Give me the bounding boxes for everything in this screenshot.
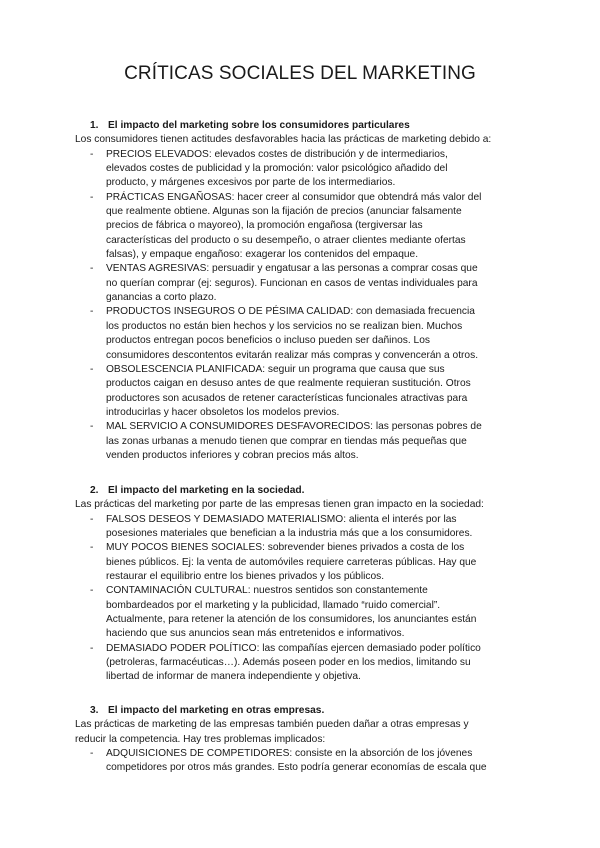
section-heading (75, 119, 530, 133)
section-intro: reducir la competencia. Hay tres problemas implicados: (75, 733, 326, 745)
item-line: introducirlas y hacer obsoletos los modelos previos. (106, 406, 340, 418)
section-title: El impacto del marketing en la sociedad. (108, 485, 305, 496)
bullet-list (75, 747, 530, 776)
section-title: El impacto del marketing sobre los consumidores particulares (108, 120, 410, 131)
item-line: PRÁCTICAS ENGAÑOSAS: hacer creer al consumidor que obtendrá más valor del (106, 191, 482, 203)
item-line: características del producto o su desempeño, o atraer clientes mediante ofertas (106, 234, 466, 246)
dash-bullet: - (90, 306, 94, 318)
dash-bullet: - (90, 748, 94, 760)
list-item (75, 642, 530, 685)
section-3 (75, 704, 530, 776)
item-line: (petroleras, farmacéuticas…). Además poseen poder en los medios, limitando su (106, 657, 471, 669)
list-item (75, 191, 530, 263)
list-item (75, 513, 530, 542)
item-line: que realmente obtiene. Algunas son la fijación de precios (anunciar falsamente (106, 206, 462, 218)
item-line: elevados costes de publicidad y la promoción: valor psicológico añadido del (106, 163, 448, 175)
item-line: restaurar el equilibrio entre los bienes privados y los públicos. (106, 571, 385, 583)
item-line: producto, y márgenes excesivos por parte de los intermediarios. (106, 177, 396, 189)
list-item (75, 363, 530, 420)
item-line: PRECIOS ELEVADOS: elevados costes de distribución y de intermediarios, (106, 148, 448, 160)
section-number: 1. (90, 120, 99, 131)
list-item (75, 420, 530, 463)
item-line: ADQUISICIONES DE COMPETIDORES: consiste en la absorción de los jóvenes (106, 748, 473, 760)
bullet-list (75, 148, 530, 464)
section-heading (75, 484, 530, 498)
item-line: PRODUCTOS INSEGUROS O DE PÉSIMA CALIDAD: con demasiada frecuencia (106, 306, 475, 318)
item-line: no querían comprar (ej: seguros). Funcionan en casos de ventas individuales para (106, 277, 478, 289)
dash-bullet: - (90, 191, 94, 203)
item-line: competidores por otros más grandes. Esto podría generar economías de escala que (106, 762, 487, 774)
dash-bullet: - (90, 542, 94, 554)
section-2 (75, 484, 530, 685)
dash-bullet: - (90, 263, 94, 275)
item-line: venden productos inferiores y cobran precios más altos. (106, 449, 359, 461)
item-line: productores son acusados de retener características funcionales atractivas para (106, 392, 468, 404)
item-line: las zonas urbanas a menudo tienen que comprar en tiendas más pequeñas que (106, 435, 467, 447)
section-1 (75, 119, 530, 463)
item-line: productos entregan pocos beneficios o incluso pueden ser dañinos. Los (106, 335, 430, 347)
item-line: libertad de informar de manera independiente y objetiva. (106, 671, 361, 683)
bullet-list (75, 513, 530, 685)
item-line: consumidores descontentos evitarán realizar más compras y convencerán a otros. (106, 349, 479, 361)
item-line: bienes públicos. Ej: la venta de automóviles requiere carreteras públicas. Hay que (106, 556, 477, 568)
list-item (75, 541, 530, 584)
section-intro: Los consumidores tienen actitudes desfavorables hacia las prácticas de marketing debido a: (75, 134, 492, 146)
item-line: Actualmente, para retener la atención de los consumidores, los anunciantes están (106, 614, 477, 626)
dash-bullet: - (90, 642, 94, 654)
list-item (75, 584, 530, 641)
item-line: CONTAMINACIÓN CULTURAL: nuestros sentidos son constantemente (106, 585, 428, 597)
item-line: falsas), y empaque engañoso: exagerar los contenidos del empaque. (106, 249, 419, 261)
list-item (75, 747, 530, 776)
item-line: VENTAS AGRESIVAS: persuadir y engatusar a las personas a comprar cosas que (106, 263, 478, 275)
item-line: precios de fábrica o mayoreo), la promoción engañosa (tergiversar las (106, 220, 423, 232)
item-line: productos caigan en desuso antes de que realmente requieran sustitución. Otros (106, 378, 471, 390)
dash-bullet: - (90, 421, 94, 433)
list-item (75, 262, 530, 305)
item-line: OBSOLESCENCIA PLANIFICADA: seguir un programa que causa que sus (106, 363, 445, 375)
item-line: DEMASIADO PODER POLÍTICO: las compañías ejercen demasiado poder político (106, 642, 481, 654)
item-line: los productos no están bien hechos y los servicios no se realizan bien. Muchos (106, 320, 463, 332)
dash-bullet: - (90, 513, 94, 525)
item-line: MAL SERVICIO A CONSUMIDORES DESFAVORECIDOS: las personas pobres de (106, 421, 482, 433)
dash-bullet: - (90, 585, 94, 597)
dash-bullet: - (90, 148, 94, 160)
section-intro: Las prácticas de marketing de las empresas también pueden dañar a otras empresas y (75, 719, 469, 731)
section-heading (75, 704, 530, 718)
item-line: bombardeados por el marketing y la publicidad, llamado “ruido comercial”. (106, 599, 441, 611)
section-number: 3. (90, 705, 99, 716)
section-title: El impacto del marketing en otras empresas. (108, 705, 325, 716)
list-item (75, 305, 530, 362)
item-line: haciendo que sus anuncios sean más entretenidos e informativos. (106, 628, 405, 640)
page-title: CRÍTICAS SOCIALES DEL MARKETING (124, 63, 476, 84)
list-item (75, 148, 530, 191)
section-intro: Las prácticas del marketing por parte de las empresas tienen gran impacto en la sociedad: (75, 499, 484, 511)
item-line: MUY POCOS BIENES SOCIALES: sobrevender bienes privados a costa de los (106, 542, 465, 554)
dash-bullet: - (90, 363, 94, 375)
item-line: posesiones materiales que benefician a la industria más que a los consumidores. (106, 528, 473, 540)
section-number: 2. (90, 485, 99, 496)
item-line: ganancias a corto plazo. (106, 292, 217, 304)
item-line: FALSOS DESEOS Y DEMASIADO MATERIALISMO: alienta el interés por las (106, 513, 457, 525)
